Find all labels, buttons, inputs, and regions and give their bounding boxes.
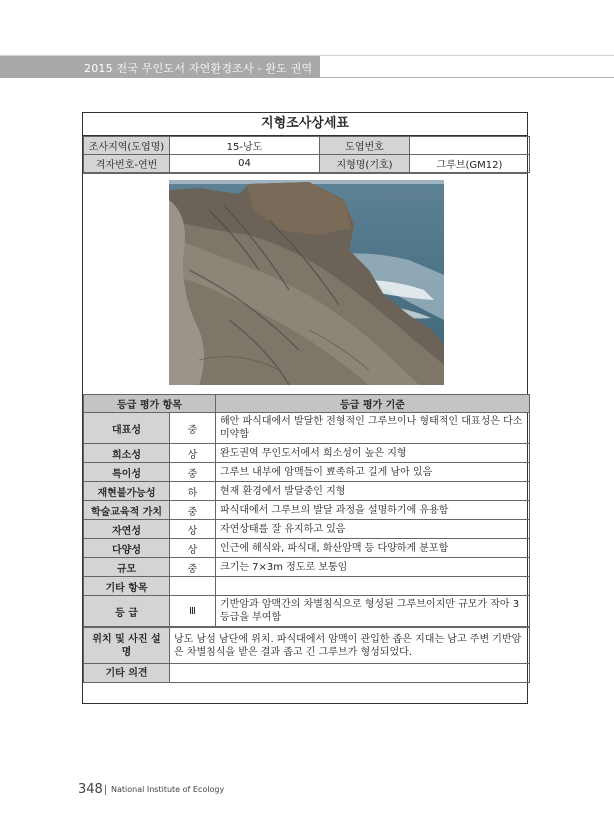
evaluation-row xyxy=(84,501,530,520)
evaluation-row xyxy=(84,520,530,539)
info-table xyxy=(83,136,530,173)
map-sheet-number-label: 도엽번호 xyxy=(320,137,410,155)
landform-name-label: 지형명(기호) xyxy=(320,155,410,173)
evaluation-item: 규모 xyxy=(84,558,170,577)
evaluation-description: 기반암과 암맥간의 차별침식으로 형성된 그루브이지만 규모가 작아 3등급을 부여함 xyxy=(216,596,530,627)
evaluation-criteria-header: 등급 평가 기준 xyxy=(216,395,530,413)
evaluation-description: 자연상태를 잘 유지하고 있음 xyxy=(216,520,530,539)
evaluation-description: 인근에 해식와, 파식대, 화산암맥 등 다양하게 분포함 xyxy=(216,539,530,558)
photo-area xyxy=(83,173,527,394)
location-table xyxy=(83,627,530,683)
map-sheet-number-value xyxy=(410,137,530,155)
info-row-1 xyxy=(84,137,530,155)
evaluation-grade: 중 xyxy=(170,501,216,520)
terrain-survey-sheet xyxy=(82,112,528,704)
evaluation-grade xyxy=(170,577,216,596)
location-row xyxy=(84,628,530,664)
evaluation-header-row xyxy=(84,395,530,413)
evaluation-description: 그루브 내부에 암맥들이 뾰족하고 길게 남아 있음 xyxy=(216,463,530,482)
evaluation-grade: 중 xyxy=(170,413,216,444)
evaluation-description: 완도권역 무인도서에서 희소성이 높은 지형 xyxy=(216,444,530,463)
location-label: 위치 및 사진 설명 xyxy=(84,628,170,664)
evaluation-item: 기타 항목 xyxy=(84,577,170,596)
header-rule xyxy=(320,77,614,78)
evaluation-item: 학술교육적 가치 xyxy=(84,501,170,520)
survey-area-value: 15-낭도 xyxy=(170,137,320,155)
evaluation-row xyxy=(84,558,530,577)
evaluation-description: 파식대에서 그루브의 발달 과정을 설명하기에 유용함 xyxy=(216,501,530,520)
evaluation-description: 현재 환경에서 발달중인 지형 xyxy=(216,482,530,501)
evaluation-grade: 중 xyxy=(170,463,216,482)
info-row-2 xyxy=(84,155,530,173)
landform-photo xyxy=(169,180,444,385)
other-opinion-label: 기타 의견 xyxy=(84,664,170,683)
evaluation-row xyxy=(84,482,530,501)
publisher-name: National Institute of Ecology xyxy=(111,785,225,794)
evaluation-grade: 상 xyxy=(170,539,216,558)
landform-name-value: 그루브(GM12) xyxy=(410,155,530,173)
sheet-title: 지형조사상세표 xyxy=(83,113,527,136)
grid-number-label: 격자번호-연번 xyxy=(84,155,170,173)
evaluation-item: 대표성 xyxy=(84,413,170,444)
evaluation-row xyxy=(84,577,530,596)
evaluation-row xyxy=(84,596,530,627)
evaluation-grade: 상 xyxy=(170,444,216,463)
evaluation-row xyxy=(84,413,530,444)
evaluation-item: 희소성 xyxy=(84,444,170,463)
evaluation-description xyxy=(216,577,530,596)
evaluation-item: 다양성 xyxy=(84,539,170,558)
evaluation-item: 등 급 xyxy=(84,596,170,627)
other-opinion-row xyxy=(84,664,530,683)
page-number: 348 xyxy=(78,782,103,797)
evaluation-item: 특이성 xyxy=(84,463,170,482)
evaluation-description: 크기는 7×3m 정도로 보통임 xyxy=(216,558,530,577)
evaluation-table xyxy=(83,394,530,627)
grid-number-value: 04 xyxy=(170,155,320,173)
evaluation-row xyxy=(84,463,530,482)
location-description: 낭도 남섬 남단에 위치. 파식대에서 암맥이 관입한 좁은 지대는 남고 주변 기반암은 차별침식을 받은 결과 좁고 긴 그루브가 형성되었다. xyxy=(170,628,530,664)
evaluation-item-header: 등급 평가 항목 xyxy=(84,395,216,413)
evaluation-grade: Ⅲ xyxy=(170,596,216,627)
evaluation-row xyxy=(84,444,530,463)
evaluation-item: 자연성 xyxy=(84,520,170,539)
evaluation-item: 재현불가능성 xyxy=(84,482,170,501)
survey-area-label: 조사지역(도엽명) xyxy=(84,137,170,155)
evaluation-row xyxy=(84,539,530,558)
other-opinion-value xyxy=(170,664,530,683)
evaluation-grade: 하 xyxy=(170,482,216,501)
footer-separator xyxy=(105,785,106,795)
running-header-title: 2015 전국 무인도서 자연환경조사 - 완도 권역 xyxy=(84,62,313,75)
evaluation-grade: 상 xyxy=(170,520,216,539)
evaluation-grade: 중 xyxy=(170,558,216,577)
evaluation-description: 해안 파식대에서 발달한 전형적인 그루브이나 형태적인 대표성은 다소 미약함 xyxy=(216,413,530,444)
